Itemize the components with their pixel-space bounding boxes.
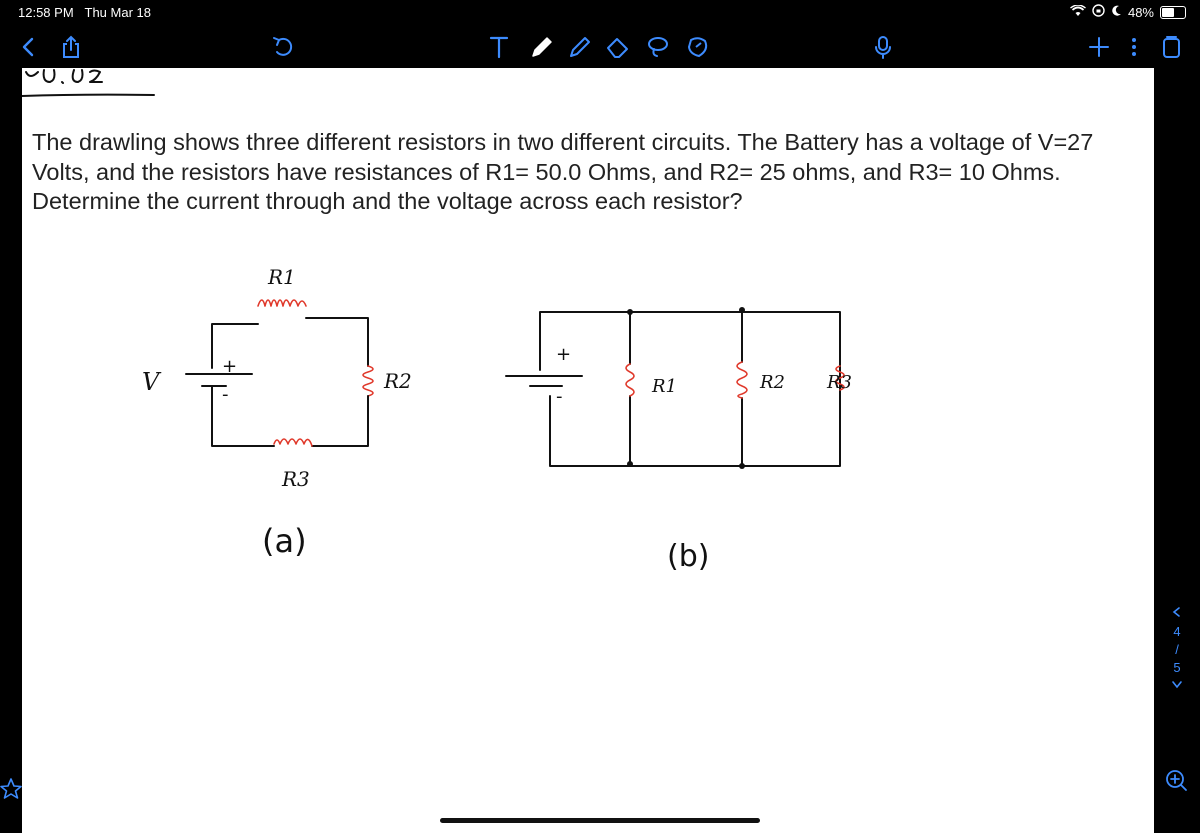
text-tool-button[interactable] bbox=[484, 32, 514, 62]
pages-icon bbox=[1158, 34, 1184, 60]
circuit-b-minus: - bbox=[556, 386, 563, 407]
eraser-button[interactable] bbox=[603, 32, 633, 62]
circuit-b-r2-label: R2 bbox=[760, 372, 786, 393]
circuit-a-r2-resistor bbox=[363, 366, 373, 396]
circuit-b-caption: (b) bbox=[667, 539, 710, 574]
circuit-b-diagram bbox=[492, 288, 852, 588]
circuit-a-plus: + bbox=[222, 356, 238, 377]
page-navigator bbox=[1165, 605, 1189, 695]
add-page-button[interactable] bbox=[1084, 32, 1114, 62]
circuit-a-minus: - bbox=[222, 384, 229, 405]
microphone-button[interactable] bbox=[868, 32, 898, 62]
favorite-star-icon[interactable] bbox=[0, 776, 24, 802]
current-page: 4 bbox=[1173, 624, 1181, 639]
undo-button[interactable] bbox=[268, 32, 298, 62]
text-tool-icon bbox=[486, 34, 512, 60]
circuit-b-plus: + bbox=[556, 344, 572, 365]
share-button[interactable] bbox=[56, 32, 86, 62]
wifi-icon bbox=[1070, 5, 1086, 20]
lasso-icon bbox=[645, 34, 671, 60]
shapes-icon bbox=[685, 34, 711, 60]
share-icon bbox=[58, 34, 84, 60]
back-icon bbox=[16, 34, 42, 60]
circuit-b-r1-label: R1 bbox=[652, 376, 678, 397]
microphone-icon bbox=[870, 34, 896, 60]
pen-icon bbox=[529, 34, 555, 60]
chevron-up-icon[interactable] bbox=[1165, 605, 1189, 623]
circuit-a-diagram bbox=[122, 258, 422, 578]
toolbar bbox=[0, 26, 1200, 68]
right-gutter bbox=[1154, 68, 1200, 833]
circuit-a-r3-resistor bbox=[274, 439, 312, 446]
more-button[interactable] bbox=[1119, 32, 1149, 62]
status-right bbox=[1070, 4, 1186, 20]
circuit-a-r1-resistor bbox=[258, 300, 306, 306]
circuit-a-r1-label: R1 bbox=[268, 265, 296, 289]
status-time: 12:58 PM Thu Mar 18 bbox=[18, 5, 151, 20]
highlighter-icon bbox=[567, 34, 593, 60]
circuit-a-voltage-label: V bbox=[142, 368, 160, 396]
left-gutter bbox=[0, 68, 22, 833]
question-text: The drawling shows three different resistors in two different circuits. The Battery has a voltage of V=27 Volts, and the resistors have resistances of R1= 50.0 Ohms, and R2= 25 ohms, and R3= 10 Ohms. Determine the current through and the voltage across each resistor? bbox=[32, 129, 1094, 214]
highlighter-button[interactable] bbox=[565, 32, 595, 62]
note-canvas[interactable] bbox=[22, 68, 1154, 833]
lasso-button[interactable] bbox=[643, 32, 673, 62]
add-icon bbox=[1086, 34, 1112, 60]
orientation-lock-icon bbox=[1092, 4, 1105, 20]
pages-button[interactable] bbox=[1156, 32, 1186, 62]
chevron-down-icon[interactable] bbox=[1165, 677, 1189, 695]
moon-icon bbox=[1111, 5, 1122, 20]
home-indicator[interactable] bbox=[440, 818, 760, 823]
back-button[interactable] bbox=[14, 32, 44, 62]
shapes-button[interactable] bbox=[683, 32, 713, 62]
circuit-b-r3-label: R3 bbox=[826, 372, 852, 393]
handwritten-scribble bbox=[22, 68, 222, 108]
status-bar bbox=[0, 0, 1200, 26]
battery-percent: 48% bbox=[1127, 4, 1154, 20]
circuit-b-r2-resistor bbox=[737, 362, 747, 398]
circuit-b-r1-resistor bbox=[626, 364, 634, 396]
page-separator: / bbox=[1175, 642, 1179, 657]
battery-fill bbox=[1162, 8, 1174, 17]
circuit-a-r2-label: R2 bbox=[384, 369, 412, 393]
pen-button[interactable] bbox=[527, 32, 557, 62]
circuit-a-caption: (a) bbox=[262, 522, 307, 560]
circuit-a-r3-label: R3 bbox=[282, 467, 310, 491]
total-pages: 5 bbox=[1173, 660, 1181, 675]
more-icon bbox=[1121, 34, 1147, 60]
eraser-icon bbox=[605, 34, 631, 60]
zoom-in-icon[interactable] bbox=[1164, 768, 1190, 794]
undo-icon bbox=[270, 34, 296, 60]
battery-icon bbox=[1160, 6, 1186, 19]
